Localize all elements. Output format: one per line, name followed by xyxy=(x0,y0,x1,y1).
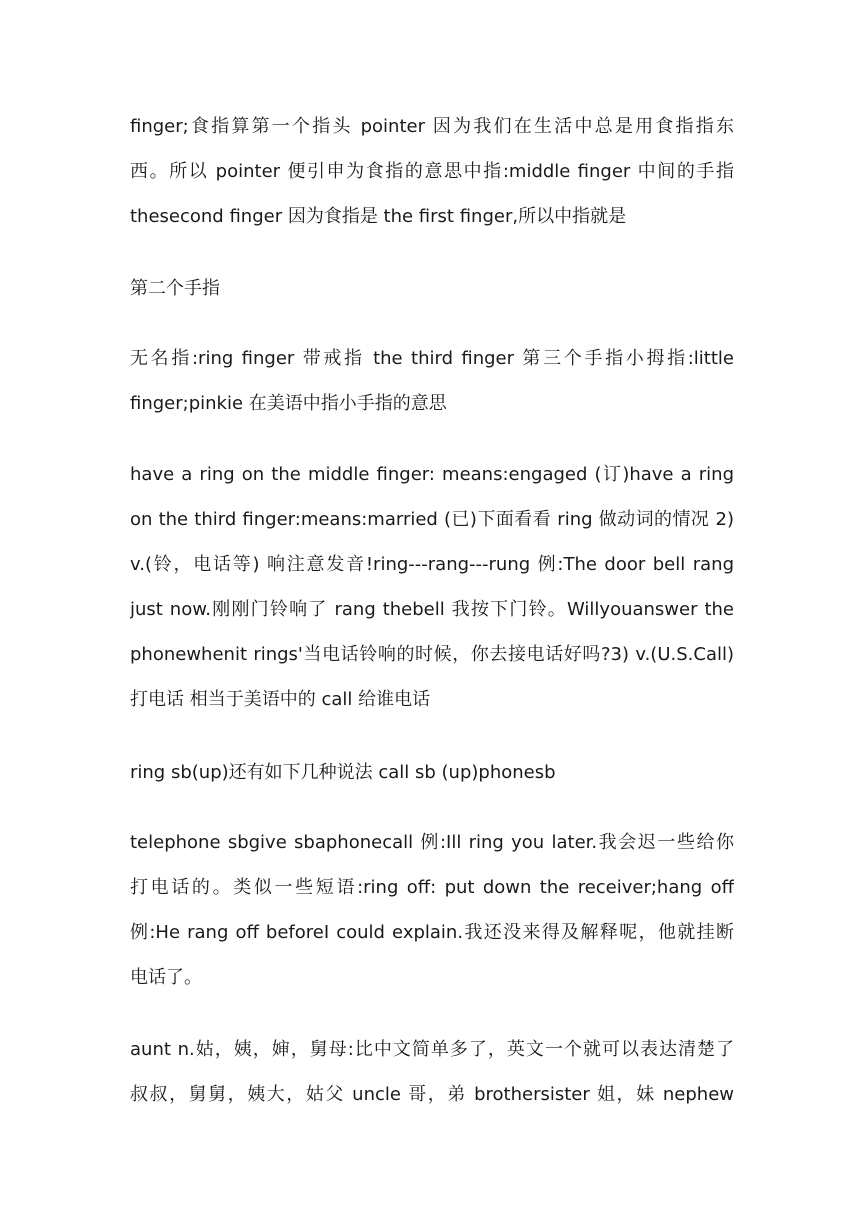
text-line: 打电话 相当于美语中的 call 给谁电话 xyxy=(130,689,431,710)
text-line: thesecond finger 因为食指是 the first finger,所以中指就是 xyxy=(130,206,627,227)
text-line: 叔叔，舅舅，姨大，姑父 uncle 哥，弟 brothersister 姐，妹 nephew xyxy=(130,1084,734,1105)
text-line: 无名指:ring finger 带戒指 the third finger 第三个手指小拇指:little xyxy=(130,348,734,369)
text-line: aunt n.姑，姨，婶，舅母:比中文简单多了，英文一个就可以表达清楚了 xyxy=(130,1039,734,1060)
paragraph-ring-verb xyxy=(130,452,734,722)
paragraph-second-finger xyxy=(130,266,734,311)
text-line: 西。所以 pointer 便引申为食指的意思中指:middle finger 中间的手指 xyxy=(130,161,734,182)
text-line: have a ring on the middle finger: means:engaged (订)have a ring xyxy=(130,464,734,485)
text-line: telephone sbgive sbaphonecall 例:Ill ring you later.我会迟一些给你 xyxy=(130,832,734,853)
paragraph-fingers-index-middle xyxy=(130,104,734,239)
text-line: v.(铃，电话等) 响注意发音!ring---rang---rung 例:The door bell rang xyxy=(130,554,734,575)
text-line: phonewhenit rings'当电话铃响的时候，你去接电话好吗?3) v.(U.S.Call) xyxy=(130,644,734,665)
text-line: on the third finger:means:married (已)下面看看 ring 做动词的情况 2) xyxy=(130,509,734,530)
paragraph-ring-sb-up xyxy=(130,750,734,795)
text-line: finger;食指算第一个指头 pointer 因为我们在生活中总是用食指指东 xyxy=(130,116,734,137)
text-line: 电话了。 xyxy=(130,967,202,988)
text-line: 打电话的。类似一些短语:ring off: put down the receiver;hang off xyxy=(130,877,734,898)
paragraph-telephone-phrases xyxy=(130,820,734,1000)
text-line: 第二个手指 xyxy=(130,278,220,299)
paragraph-ring-little-finger xyxy=(130,336,734,426)
text-line: finger;pinkie 在美语中指小手指的意思 xyxy=(130,393,447,414)
text-line: 例:He rang off beforeI could explain.我还没来得及解释呢，他就挂断 xyxy=(130,922,734,943)
text-line: ring sb(up)还有如下几种说法 call sb (up)phonesb xyxy=(130,762,556,783)
paragraph-aunt-uncle xyxy=(130,1027,734,1117)
text-line: just now.刚刚门铃响了 rang thebell 我按下门铃。Willyouanswer the xyxy=(130,599,734,620)
